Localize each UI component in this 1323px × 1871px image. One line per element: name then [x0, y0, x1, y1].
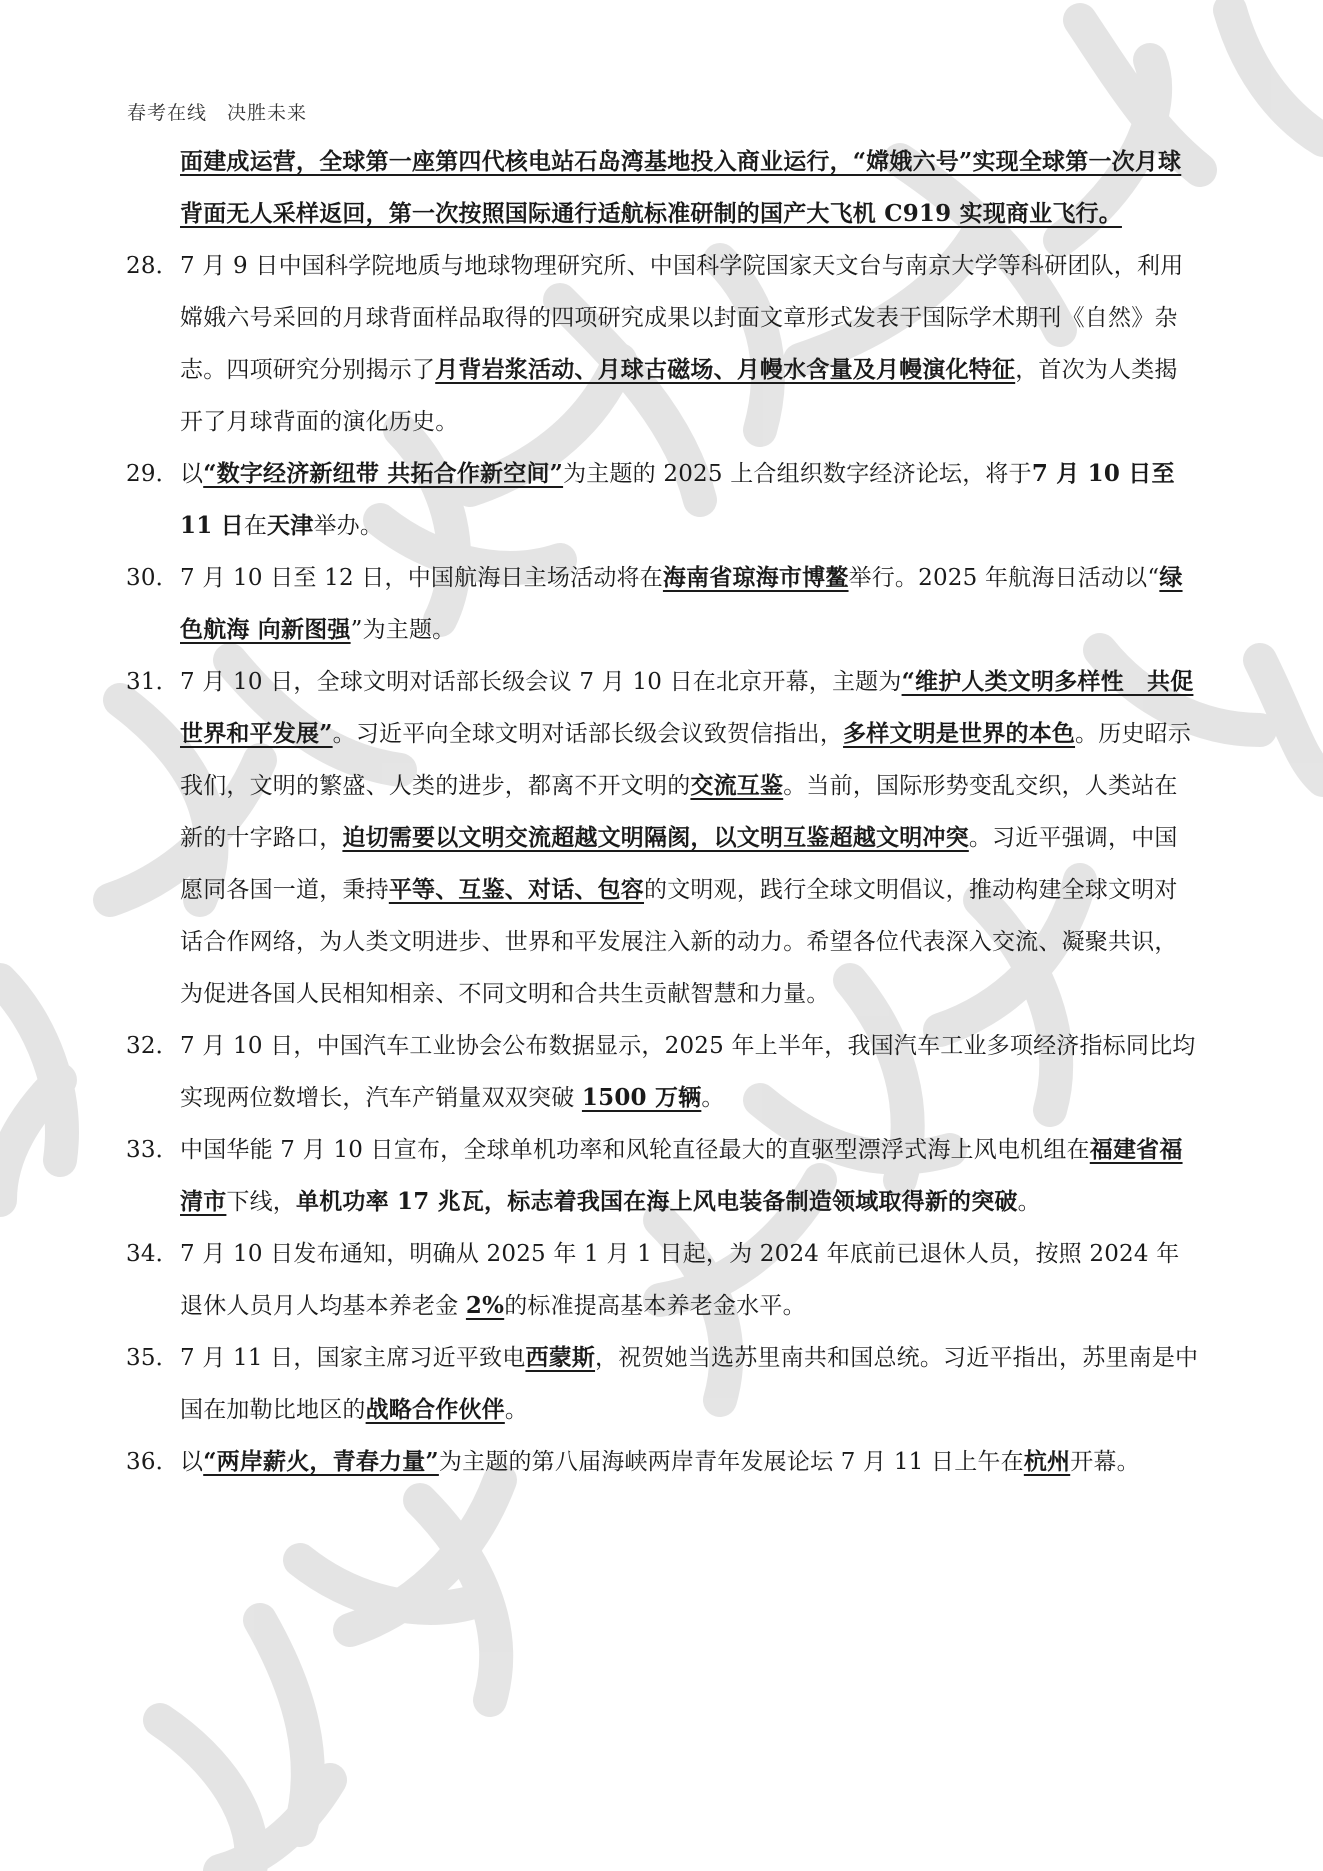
item-text: 在: [243, 513, 268, 539]
emphasis-text: 战略合作伙伴: [365, 1396, 505, 1423]
item-text: 以: [180, 461, 204, 487]
emphasis-text: 绿色航海 向新图强: [180, 564, 1183, 643]
item-text: ”为主题。: [350, 617, 456, 643]
emphasis-text: 福建省福清市: [180, 1136, 1183, 1215]
list-item: [126, 1124, 1200, 1228]
emphasis-text: 1500 万辆: [581, 1084, 702, 1111]
item-text: 。: [504, 1397, 529, 1423]
emphasis-text: 海南省琼海市博鳌: [662, 564, 849, 591]
item-text: 7 月 10 日发布通知，明确从 2025 年 1 月 1 日起，为 2024 年底前已退休人员，按照 2024 年退休人员月人均基本养老金: [180, 1241, 1180, 1319]
item-text: 的文明观，践行全球文明倡议，推动构建全球文明对话合作网络，为人类文明进步、世界和平发展注入新的动力。希望各位代表深入交流、凝聚共识，为促进各国人民相知相亲、不同文明和合共生贡献智慧和力量。: [180, 877, 1178, 1007]
emphasis-text: 交流互鉴: [690, 772, 784, 799]
emphasis-text: 迫切需要以文明交流超越文明隔阂，以文明互鉴超越文明冲突: [342, 824, 969, 851]
item-text: 中国华能 7 月 10 日宣布，全球单机功率和风轮直径最大的直驱型漂浮式海上风电机组在: [180, 1137, 1090, 1163]
bold-text: 天津: [267, 512, 314, 539]
emphasis-text: 平等、互鉴、对话、包容: [388, 876, 645, 903]
emphasis-text: 月背岩浆活动、月球古磁场、月幔水含量及月幔演化特征: [435, 356, 1016, 383]
bold-text: 7 月 10 日至 11 日: [180, 460, 1175, 539]
item-text: 下线，: [226, 1189, 297, 1215]
item-text: 7 月 10 日，全球文明对话部长级会议 7 月 10 日在北京开幕，主题为: [180, 669, 902, 695]
item-text: ，祝贺她当选苏里南共和国总统。习近平指出，苏里南是中国在加勒比地区的: [180, 1345, 1199, 1423]
emphasis-text: “维护人类文明多样性 共促世界和平发展”: [180, 668, 1194, 747]
emphasis-text: 西蒙斯: [525, 1344, 596, 1371]
item-text: 。习近平强调，中国愿同各国一道，秉持: [180, 825, 1178, 903]
item-text: 以: [180, 1449, 204, 1475]
item-text: 举办。: [313, 513, 384, 539]
list-item: [126, 1436, 1200, 1488]
item-number: 32．: [126, 1033, 179, 1059]
emphasis-text: “数字经济新纽带 共拓合作新空间”: [203, 460, 564, 487]
item-text: 7 月 10 日，中国汽车工业协会公布数据显示，2025 年上半年，我国汽车工业多项经济指标同比均实现两位数增长，汽车产销量双双突破: [180, 1033, 1196, 1111]
item-number: 34．: [126, 1241, 179, 1267]
item-text: 举行。2025 年航海日活动以“: [848, 565, 1160, 591]
item-text: 7 月 11 日，国家主席习近平致电: [180, 1345, 526, 1371]
item-text: 。: [1017, 1189, 1041, 1215]
item-text: 为主题的第八届海峡两岸青年发展论坛 7 月 11 日上午在: [438, 1449, 1024, 1475]
list-item: [126, 1332, 1200, 1436]
item-text: 。: [701, 1085, 725, 1111]
list-item: [126, 552, 1200, 656]
item-list: [126, 240, 1200, 1488]
item-text: 。习近平向全球文明对话部长级会议致贺信指出，: [332, 721, 844, 747]
list-item: [126, 1228, 1200, 1332]
continuation-text: 面建成运营，全球第一座第四代核电站石岛湾基地投入商业运行，“嫦娥六号”实现全球第一次月球背面无人采样返回，第一次按照国际通行适航标准研制的国产大飞机 C919 实现商业飞行。: [180, 148, 1182, 227]
page-header: 春考在线 决胜未来: [127, 102, 308, 124]
document-body: [126, 136, 1200, 1488]
continuation-paragraph: [126, 136, 1200, 240]
item-number: 30．: [126, 565, 179, 591]
emphasis-text: “两岸薪火，青春力量”: [203, 1448, 439, 1475]
item-text: 7 月 10 日至 12 日，中国航海日主场活动将在: [180, 565, 663, 591]
list-item: [126, 1020, 1200, 1124]
bold-text: 单机功率 17 兆瓦，标志着我国在海上风电装备制造领域取得新的突破: [296, 1188, 1018, 1215]
item-number: 36．: [126, 1449, 179, 1475]
list-item: [126, 240, 1200, 448]
list-item: [126, 656, 1200, 1020]
item-text: 。当前，国际形势变乱交织，人类站在新的十字路口，: [180, 773, 1178, 851]
emphasis-text: 多样文明是世界的本色: [843, 720, 1076, 747]
item-text: 为主题的 2025 上合组织数字经济论坛，将于: [563, 461, 1032, 487]
item-number: 29．: [126, 461, 179, 487]
list-item: [126, 448, 1200, 552]
item-number: 35．: [126, 1345, 179, 1371]
item-text: 开幕。: [1070, 1449, 1140, 1475]
item-number: 33．: [126, 1137, 179, 1163]
item-number: 31．: [126, 669, 179, 695]
item-text: 。历史昭示我们，文明的繁盛、人类的进步，都离不开文明的: [180, 721, 1192, 799]
item-text: 的标准提高基本养老金水平。: [504, 1293, 806, 1319]
emphasis-text: 杭州: [1023, 1448, 1071, 1475]
item-number: 28．: [126, 253, 179, 279]
emphasis-text: 2%: [465, 1292, 505, 1319]
item-text: 7 月 9 日中国科学院地质与地球物理研究所、中国科学院国家天文台与南京大学等科研团队，利用嫦娥六号采回的月球背面样品取得的四项研究成果以封面文章形式发表于国际学术期刊《自然》杂志。四项研究分别揭示了: [180, 253, 1184, 383]
item-text: ，首次为人类揭开了月球背面的演化历史。: [180, 357, 1178, 435]
